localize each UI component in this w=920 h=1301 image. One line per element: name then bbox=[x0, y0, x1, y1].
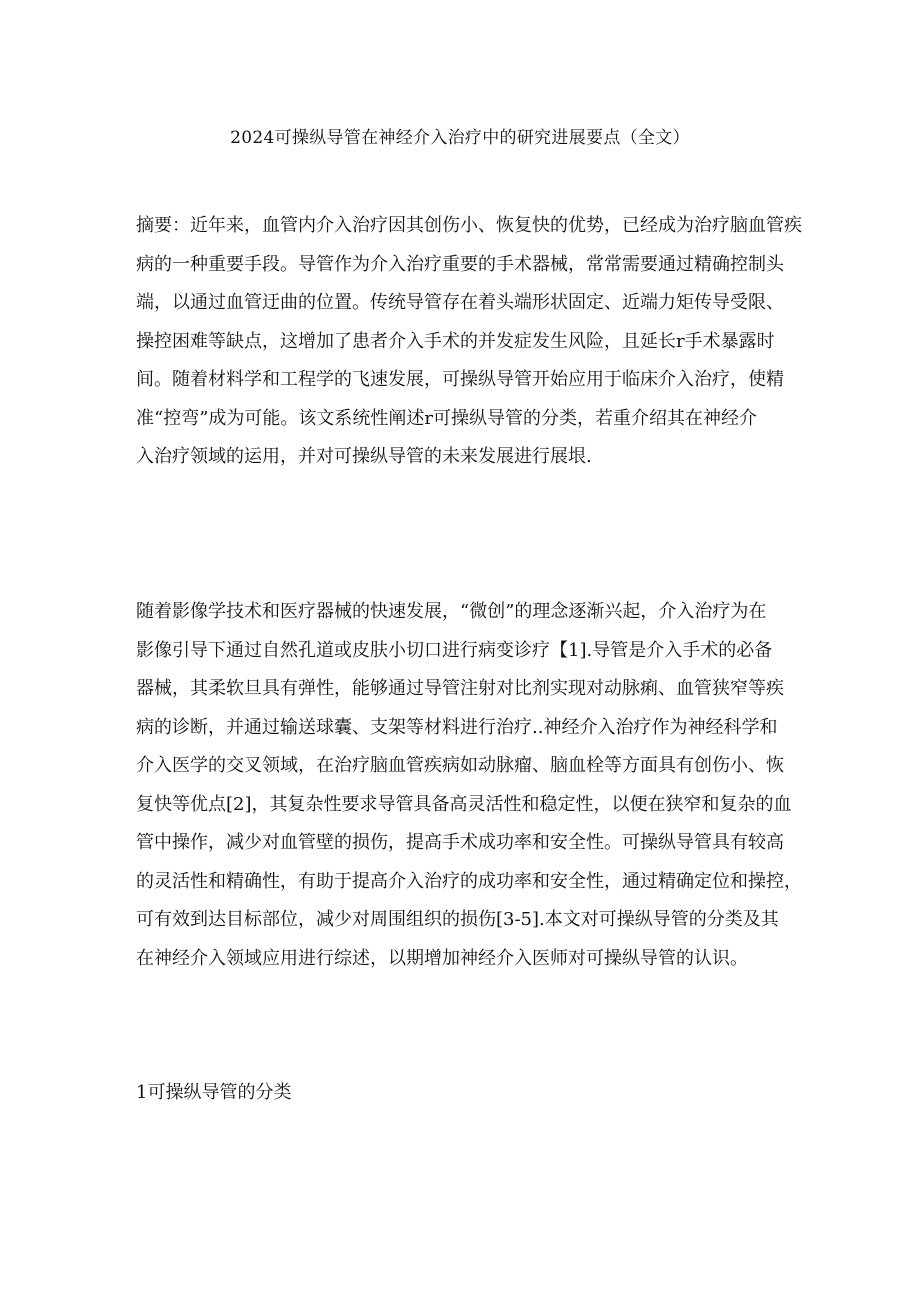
abstract-line: 操控困难等缺点，这增加了患者介入手术的并发症发生风险，且延长r手术暴露时 bbox=[136, 330, 775, 352]
body-line: 复快等优点[2]，其复杂性要求导管具备高灵活性和稳定性，以便在狭窄和复杂的血 bbox=[136, 793, 792, 815]
body-line: 影像引导下通过自然孔道或皮肤小切口进行病变诊疗【1].导管是介入手术的必备 bbox=[136, 639, 773, 661]
abstract-line: 入治疗领域的运用，并对可操纵导管的未来发展进行展垠. bbox=[136, 446, 592, 467]
abstract-paragraph bbox=[136, 207, 802, 477]
body-line: 的灵活性和精确性，有助于提高介入治疗的成功率和安全性，通过精确定位和操控， bbox=[136, 870, 802, 892]
body-line: 在神经介入领域应用进行综述，以期增加神经介入医师对可操纵导管的认识。 bbox=[136, 947, 748, 969]
body-line: 介入医学的交叉领域，在治疗脑血管疾病如动脉瘤、脑血栓等方面具有创伤小、恢 bbox=[136, 755, 784, 776]
document-title: 2024可操纵导管在神经介入治疗中的研究进展要点（全文） bbox=[230, 128, 690, 148]
body-line: 可有效到达目标部位，减少对周围组织的损伤[3-5].本文对可操纵导管的分类及其 bbox=[136, 909, 779, 930]
section-heading: 1可操纵导管的分类 bbox=[136, 1082, 292, 1103]
intro-paragraph bbox=[136, 593, 802, 978]
abstract-line: 准“控弯”成为可能。该文系统性阐述r可操纵导管的分类，若重介绍其在神经介 bbox=[136, 407, 758, 429]
body-line: 器械，其柔软旦具有弹性，能够通过导管注射对比剂实现对动脉痢、血管狭窄等疾 bbox=[136, 678, 784, 699]
abstract-line: 间。随着材料学和工程学的飞速发展，可操纵导管开始应用于临床介入治疗，使精 bbox=[136, 369, 784, 390]
abstract-line: 病的一种重要手段。导管作为介入治疗重要的手术器械，常常需要通过精确控制头 bbox=[136, 253, 784, 275]
abstract-line: 摘要：近年来，血管内介入治疗因其创伤小、恢复快的优势，已经成为治疗脑血管疾 bbox=[136, 215, 802, 236]
body-line: 管中操作，减少对血管壁的损伤，提高手术成功率和安全性。可操纵导管具有较高 bbox=[136, 832, 784, 853]
body-line: 随着影像学技术和医疗器械的快速发展，“微创”的理念逐渐兴起，介入治疗为在 bbox=[136, 601, 767, 622]
abstract-line: 端，以通过血管迂曲的位置。传统导管存在着头端形状固定、近端力矩传导受限、 bbox=[136, 292, 784, 313]
body-line: 病的诊断，并通过输送球囊、支架等材料进行治疗..神经介入治疗作为神经科学和 bbox=[136, 716, 778, 738]
